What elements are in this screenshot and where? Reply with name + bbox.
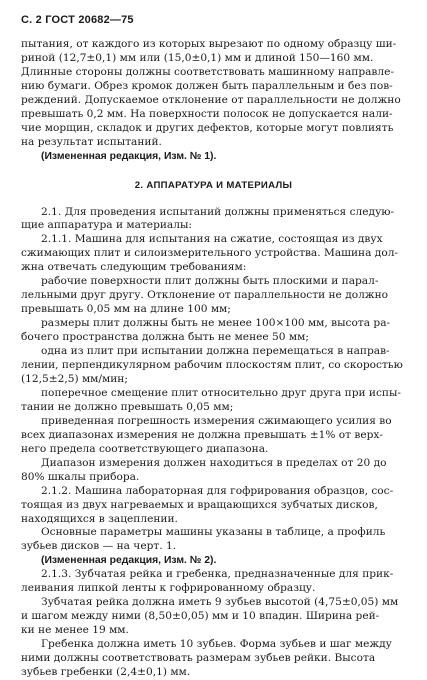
text-line: 2.1.3. Зубчатая рейка и гребенка, предназначенные для прик- xyxy=(41,568,394,581)
text-line: лении, перпендикулярном рабочим плоскостям плит, со скоростью xyxy=(21,359,403,372)
text-line: жна отвечать следующим требованиям: xyxy=(21,261,247,274)
text-line: 2.1.2. Машина лабораторная для гофрирования образцов, сос- xyxy=(41,484,394,497)
intro-paragraph xyxy=(21,38,406,164)
text-line: него предела соответствующего диапазона. xyxy=(21,442,269,455)
text-line: Длинные стороны должны соответствовать машинному направле- xyxy=(21,65,394,78)
text-line: и шагом между ними (8,50±0,05) мм и 10 впадин. Ширина рей- xyxy=(21,610,380,623)
text-line: Диапазон измерения должен находиться в пределах от 20 до xyxy=(41,456,387,469)
text-line: зубьев дисков — на черт. 1. xyxy=(21,540,177,553)
edit-note: (Измененная редакция, Изм. № 2). xyxy=(41,555,217,567)
text-line: на результат испытаний. xyxy=(21,135,162,148)
text-line: приведенная погрешность измерения сжимающего усилия во xyxy=(41,414,392,427)
text-line: риной (12,7±0,1) мм или (15,0±0,1) мм и длиной 150—160 мм. xyxy=(21,51,374,64)
edit-note: (Измененная редакция, Изм. № 1). xyxy=(41,150,217,162)
text-line: пытания, от каждого из которых вырезают по одному образцу ши- xyxy=(21,38,397,50)
text-line: бочего пространства должна быть не менее 50 мм; xyxy=(21,331,309,344)
text-line: чие морщин, складок и других дефектов, которые могут повлиять xyxy=(21,121,394,134)
text-line: превышать 0,2 мм. На поверхности полосок не допускается нали- xyxy=(21,107,393,120)
text-line: нию бумаги. Обрез кромок должен быть параллельным и без пов- xyxy=(21,79,393,92)
text-line: ки не менее 19 мм. xyxy=(21,624,129,637)
text-line: лельными друг другу. Отклонение от параллельности не должно xyxy=(21,289,389,302)
text-line: щие аппаратура и материалы: xyxy=(21,219,192,232)
text-line: Основные параметры машины указаны в таблице, а профиль xyxy=(41,526,386,539)
text-line: тании не должно превышать 0,05 мм; xyxy=(21,400,234,413)
text-line: Зубчатая рейка должна иметь 9 зубьев высотой (4,75±0,05) мм xyxy=(41,596,399,609)
page-header: С. 2 ГОСТ 20682—75 xyxy=(21,14,134,26)
text-line: поперечное смещение плит относительно друг друга при испы- xyxy=(41,386,401,399)
text-line: превышать 0,05 мм на длине 100 мм; xyxy=(21,303,231,316)
text-line: одна из плит при испытании должна перемещаться в направ- xyxy=(41,345,390,358)
text-line: размеры плит должны быть не менее 100×100 мм, высота ра- xyxy=(41,317,391,330)
text-line: тоящая из двух нагреваемых и вращающихся зубчатых дисков, xyxy=(21,498,378,511)
text-line: 2.1. Для проведения испытаний должны применяться следую- xyxy=(41,205,395,218)
text-line: (12,5±2,5) мм/мин; xyxy=(21,372,128,385)
text-line: ними должны соответствовать размерам зубьев рейки. Высота xyxy=(21,652,376,665)
text-line: реждений. Допускаемое отклонение от параллельности не должно xyxy=(21,93,401,106)
text-line: зубьев гребенки (2,4±0,1) мм. xyxy=(21,665,191,678)
text-line: 2.1.1. Машина для испытания на сжатие, состоящая из двух xyxy=(41,233,383,246)
text-line: 80% шкалы прибора. xyxy=(21,470,140,483)
text-line: всех диапазонах измерения не должна превышать ±1% от верх- xyxy=(21,428,383,441)
text-line: сжимающих плит и силоизмерительного устройства. Машина дол- xyxy=(21,247,399,260)
section-body xyxy=(21,206,406,680)
text-line: Гребенка должна иметь 10 зубьев. Форма зубьев и шаг между xyxy=(41,638,392,651)
text-line: находящихся в зацеплении. xyxy=(21,512,178,525)
text-line: рабочие поверхности плит должны быть плоскими и парал- xyxy=(41,275,379,288)
text-line: леивания липкой ленты к гофрированному образцу. xyxy=(21,582,316,595)
section-title: 2. АППАРАТУРА И МАТЕРИАЛЫ xyxy=(134,179,293,191)
